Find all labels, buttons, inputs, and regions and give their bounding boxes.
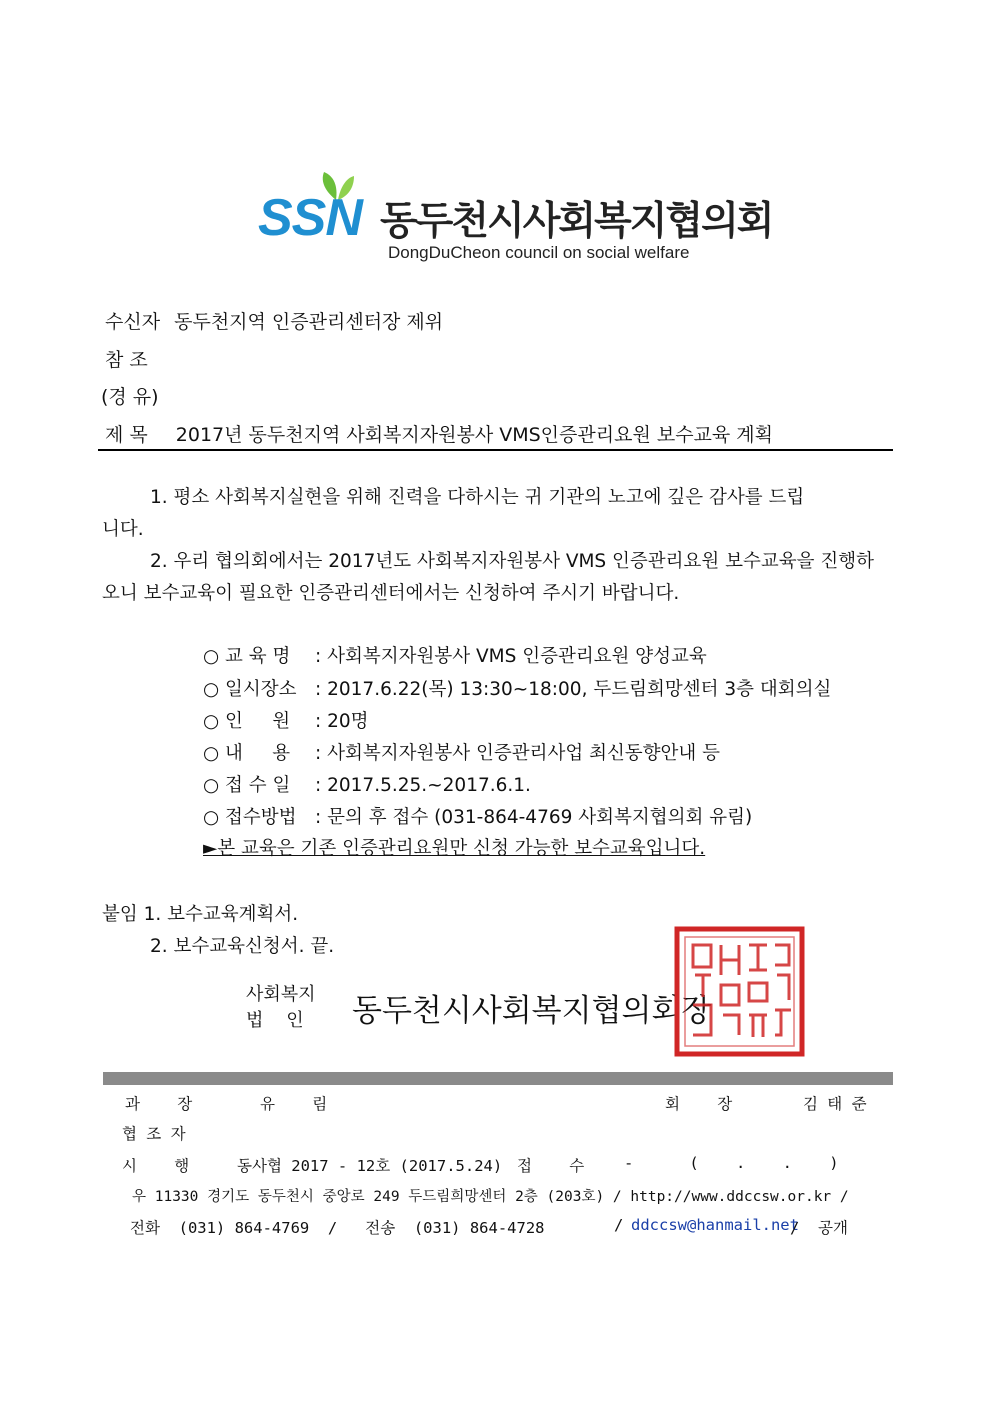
footer-disclosure: / 공개 — [790, 1219, 848, 1237]
subject-label: 제 목 — [105, 424, 148, 446]
attachment-line-2: 2. 보수교육신청서. 끝. — [150, 936, 335, 957]
recipient-value: 동두천지역 인증관리센터장 제위 — [174, 311, 444, 333]
item-application-period: ○ 접 수 일 : 2017.5.25.~2017.6.1. — [203, 775, 531, 796]
organization-logo — [258, 168, 773, 268]
footer-reception-label: 접 수 — [517, 1157, 585, 1175]
paragraph-1-line-2: 니다. — [102, 519, 144, 540]
attachment-line-1: 붙임 1. 보수교육계획서. — [102, 904, 299, 925]
footer-document-number: 동사협 2017 - 12호 (2017.5.24) — [237, 1157, 503, 1175]
signature-name: 동두천시사회복지협의회장 — [352, 993, 712, 1029]
paragraph-1-line-1: 1. 평소 사회복지실현을 위해 진력을 다하시는 귀 기관의 노고에 깊은 감사를 드립 — [150, 487, 805, 508]
header-divider — [98, 449, 893, 451]
logo-org-korean: 동두천시사회복지협의회 — [380, 199, 773, 244]
item-content: ○ 내 용 : 사회복지자원봉사 인증관리사업 최신동향안내 등 — [203, 743, 721, 764]
reference-label: 참 조 — [105, 349, 148, 371]
signature-type — [246, 982, 316, 1034]
item-headcount: ○ 인 원 : 20명 — [203, 711, 369, 732]
signature-type-line-1: 사회복지 — [246, 984, 316, 1005]
footer-separator: / — [614, 1216, 624, 1234]
footer-president-title: 회 장 — [665, 1095, 733, 1113]
logo-org-english: DongDuCheon council on social welfare — [388, 243, 690, 262]
footer-email-link[interactable]: ddccsw@hanmail.net — [631, 1216, 799, 1234]
footer-manager-name: 유 림 — [260, 1095, 328, 1113]
footer-address: 우 11330 경기도 동두천시 중앙로 249 두드림희망센터 2층 (203호) / http://www.ddccsw.or.kr / — [132, 1189, 849, 1205]
footer-enforcement-label: 시 행 — [122, 1157, 190, 1175]
paragraph-2-line-2: 오니 보수교육이 필요한 인증관리센터에서는 신청하여 주시기 바랍니다. — [102, 583, 680, 604]
footer-cooperator: 협 조 자 — [122, 1125, 186, 1143]
subject-row — [105, 420, 773, 447]
signature-type-line-2: 법 인 — [246, 1010, 304, 1031]
recipient-label: 수신자 — [105, 311, 161, 333]
paragraph-2-line-1: 2. 우리 협의회에서는 2017년도 사회복지자원봉사 VMS 인증관리요원 보수교육을 진행하 — [150, 551, 875, 572]
footer-phone-fax: 전화 (031) 864-4769 / 전송 (031) 864-4728 — [130, 1219, 545, 1237]
item-datetime-place: ○ 일시장소 : 2017.6.22(목) 13:30~18:00, 두드림희망센터 3층 대회의실 — [203, 679, 832, 700]
via-label: (경 유) — [101, 386, 159, 408]
footer-president-name: 김 태 준 — [803, 1095, 867, 1113]
recipient-row — [105, 307, 443, 334]
official-seal-stamp — [673, 925, 806, 1058]
footer-manager-title: 과 장 — [125, 1095, 193, 1113]
logo-brand: SSN — [258, 189, 362, 247]
footer-divider-bar — [103, 1072, 893, 1085]
footer-reception-value: - ( . . ) — [624, 1154, 839, 1172]
item-application-method: ○ 접수방법 : 문의 후 접수 (031-864-4769 사회복지협의회 유림) — [203, 807, 753, 828]
eligibility-note: ►본 교육은 기존 인증관리요원만 신청 가능한 보수교육입니다. — [203, 838, 706, 859]
item-course-name: ○ 교 육 명 : 사회복지자원봉사 VMS 인증관리요원 양성교육 — [203, 646, 707, 667]
subject-value: 2017년 동두천지역 사회복지자원봉사 VMS인증관리요원 보수교육 계획 — [175, 424, 774, 446]
